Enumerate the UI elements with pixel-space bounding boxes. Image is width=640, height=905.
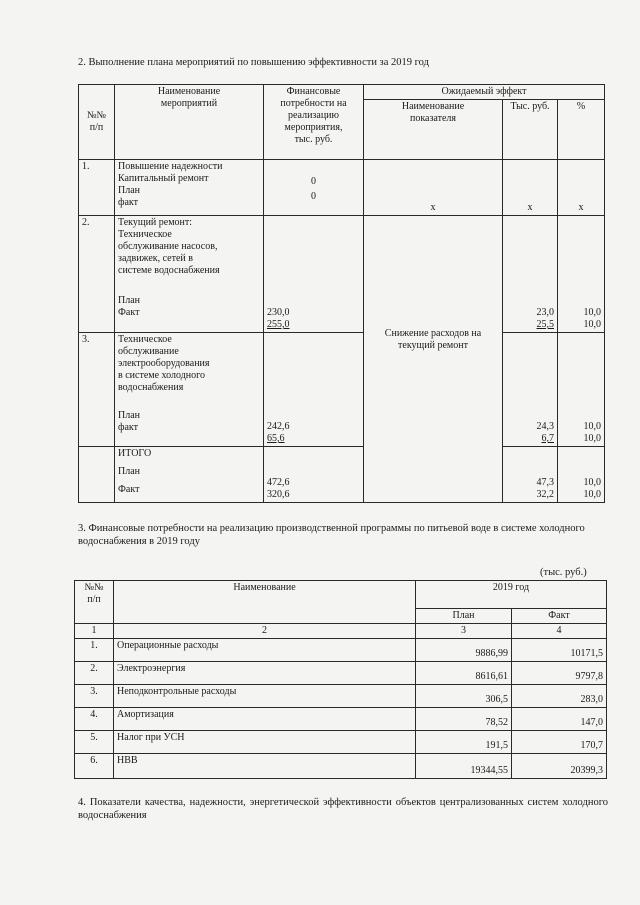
row2-name-text: Текущий ремонт: Техническое обслуживание насосов, задвижек, сетей в системе водоснабжения <box>118 217 220 276</box>
header-finance: Финансовые потребности на реализацию мероприятия, тыс. руб. <box>264 85 364 160</box>
row3-pct-fact: 10,0 <box>583 433 601 444</box>
row4-plan: 472,6 <box>267 477 290 488</box>
t3-row-num: 1. <box>75 639 114 662</box>
row2-fact-label: Факт <box>118 307 140 318</box>
row4-pct-plan: 10,0 <box>583 477 601 488</box>
t3-row-plan: 9886,99 <box>416 639 512 662</box>
header-expected-effect: Ожидаемый эффект <box>364 85 605 100</box>
row3-thousand-plan: 24,3 <box>536 421 554 432</box>
row2-finance <box>264 216 364 333</box>
header-name: Наименование мероприятий <box>115 85 264 160</box>
t3-row-name: Операционные расходы <box>114 639 416 662</box>
t3-index-4: 4 <box>512 624 607 639</box>
t3-header-year: 2019 год <box>416 581 607 609</box>
t3-row-name: Электроэнергия <box>114 662 416 685</box>
section3-title: 3. Финансовые потребности на реализацию производственной программы по питьевой воде в системе холодного водоснабжения в 2019 году <box>78 523 585 547</box>
row1-indicator: х <box>364 160 503 216</box>
row1-percent: х <box>558 160 605 216</box>
t3-header-plan: План <box>416 609 512 624</box>
row4-thousand-plan: 47,3 <box>536 477 554 488</box>
row2-num: 2. <box>79 216 115 333</box>
row3-thousand <box>503 333 558 447</box>
t3-row-plan: 78,52 <box>416 708 512 731</box>
row3-thousand-fact: 6,7 <box>541 433 554 444</box>
header-indicator-name: Наименование показателя <box>364 100 503 160</box>
row4-pct-fact: 10,0 <box>583 489 601 500</box>
section4-title: 4. Показатели качества, надежности, энергетической эффективности объектов централизованных систем холодного водоснабжения <box>78 797 608 821</box>
row1-thousand: х <box>503 160 558 216</box>
row2-thousand-plan: 23,0 <box>536 307 554 318</box>
t3-row-num: 3. <box>75 685 114 708</box>
t3-row-num: 4. <box>75 708 114 731</box>
row2-percent <box>558 216 605 333</box>
section3-unit: (тыс. руб.) <box>540 567 587 578</box>
header-percent: % <box>558 100 605 160</box>
finance-needs-table <box>74 580 607 779</box>
row3-num: 3. <box>79 333 115 447</box>
row4-plan-label: План <box>118 466 141 477</box>
t3-row-num: 5. <box>75 731 114 754</box>
row4-thousand <box>503 447 558 503</box>
row3-plan-label: План <box>118 410 141 421</box>
t3-row-name: Неподконтрольные расходы <box>114 685 416 708</box>
row4-finance <box>264 447 364 503</box>
t3-index-3: 3 <box>416 624 512 639</box>
t3-row-num: 6. <box>75 754 114 779</box>
row4-num <box>79 447 115 503</box>
row3-percent <box>558 333 605 447</box>
row3-name <box>115 333 264 447</box>
t3-header-fact: Факт <box>512 609 607 624</box>
row1-num: 1. <box>79 160 115 216</box>
t3-row-name: НВВ <box>114 754 416 779</box>
row3-finance <box>264 333 364 447</box>
header-num: №№ п/п <box>79 85 115 160</box>
t3-row-fact: 9797,8 <box>512 662 607 685</box>
row4-thousand-fact: 32,2 <box>536 489 554 500</box>
row2-thousand <box>503 216 558 333</box>
total-label: ИТОГО <box>118 448 152 459</box>
t3-row-fact: 20399,3 <box>512 754 607 779</box>
efficiency-plan-table <box>78 84 605 503</box>
t3-index-2: 2 <box>114 624 416 639</box>
row1-finance <box>264 160 364 216</box>
row4-percent <box>558 447 605 503</box>
row1-plan: 0 <box>311 176 316 187</box>
t3-row-name: Амортизация <box>114 708 416 731</box>
t3-row-plan: 8616,61 <box>416 662 512 685</box>
row4-name <box>115 447 264 503</box>
row2-plan: 230,0 <box>267 307 290 318</box>
row2-pct-fact: 10,0 <box>583 319 601 330</box>
row3-pct-plan: 10,0 <box>583 421 601 432</box>
t3-row-num: 2. <box>75 662 114 685</box>
t3-row-fact: 170,7 <box>512 731 607 754</box>
t3-header-name: Наименование <box>114 581 416 624</box>
t3-row-fact: 283,0 <box>512 685 607 708</box>
header-thousand-rub: Тыс. руб. <box>503 100 558 160</box>
t3-row-plan: 306,5 <box>416 685 512 708</box>
t3-row-fact: 147,0 <box>512 708 607 731</box>
t3-header-num: №№ п/п <box>75 581 114 624</box>
row4-fact: 320,6 <box>267 489 290 500</box>
row3-fact: 65,6 <box>267 433 285 444</box>
section2-title: 2. Выполнение плана мероприятий по повышению эффективности за 2019 год <box>78 57 429 68</box>
row3-name-text: Техническое обслуживание электрооборудования в системе холодного водоснабжения <box>118 334 210 393</box>
indicator-merged: Снижение расходов на текущий ремонт <box>364 216 503 503</box>
row3-fact-label: факт <box>118 422 139 433</box>
t3-row-plan: 19344,55 <box>416 754 512 779</box>
row2-plan-label: План <box>118 295 141 306</box>
row1-fact: 0 <box>311 191 316 202</box>
row2-fact: 255,0 <box>267 319 290 330</box>
row2-name <box>115 216 264 333</box>
row4-fact-label: Факт <box>118 484 140 495</box>
t3-row-plan: 191,5 <box>416 731 512 754</box>
t3-row-name: Налог при УСН <box>114 731 416 754</box>
t3-index-1: 1 <box>75 624 114 639</box>
row2-thousand-fact: 25,5 <box>536 319 554 330</box>
row3-plan: 242,6 <box>267 421 290 432</box>
row2-pct-plan: 10,0 <box>583 307 601 318</box>
row1-name: Повышение надежности Капитальный ремонт План факт <box>115 160 264 216</box>
t3-row-fact: 10171,5 <box>512 639 607 662</box>
